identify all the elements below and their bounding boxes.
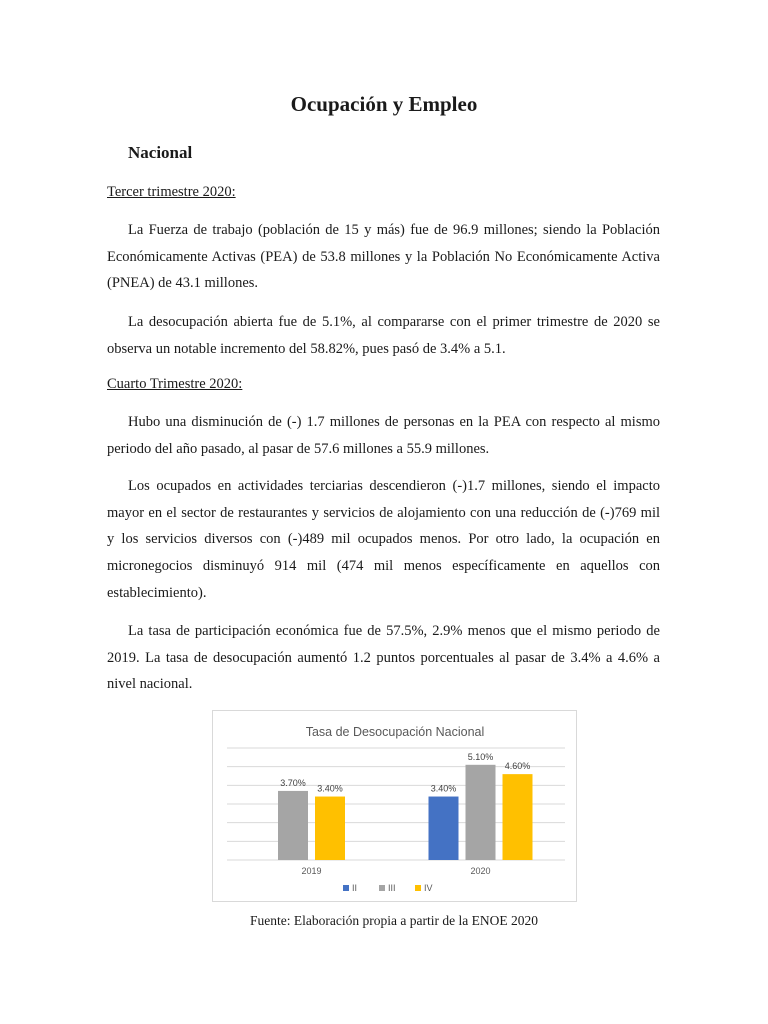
paragraph: La desocupación abierta fue de 5.1%, al compararse con el primer trimestre de 2020 se observa un notable incremento del 58.82%, pues pasó de 3.4% a 5.1. bbox=[107, 314, 660, 357]
legend-swatch bbox=[343, 885, 349, 891]
chart-data-label: 3.40% bbox=[317, 783, 343, 794]
section-label-cuarto-trimestre: Cuarto Trimestre 2020: bbox=[107, 376, 243, 392]
section-label-tercer-trimestre: Tercer trimestre 2020: bbox=[107, 184, 236, 200]
page-title: Ocupación y Empleo bbox=[290, 92, 478, 116]
chart-category-label: 2019 bbox=[301, 866, 322, 876]
chart-category-label: 2020 bbox=[470, 866, 491, 876]
legend-swatch bbox=[415, 885, 421, 891]
chart-bar bbox=[466, 765, 496, 860]
legend-label: III bbox=[388, 883, 396, 893]
chart-data-label: 4.60% bbox=[504, 761, 531, 772]
section-heading: Nacional bbox=[128, 143, 193, 162]
chart-data-label: 5.10% bbox=[467, 751, 494, 762]
chart-bar bbox=[429, 797, 459, 860]
legend-swatch bbox=[379, 885, 385, 891]
chart-bar bbox=[278, 791, 308, 860]
paragraph: La Fuerza de trabajo (población de 15 y más) fue de 96.9 millones; siendo la Población Económicamente Activas (PEA) de 53.8 millones y la Población No Económicamente Activa (PNEA) de 43.1 millones. bbox=[107, 222, 660, 292]
chart-data-label: 3.70% bbox=[280, 777, 306, 788]
paragraph: Hubo una disminución de (-) 1.7 millones de personas en la PEA con respecto al mismo periodo del año pasado, al pasar de 57.6 millones a 55.9 millones. bbox=[107, 414, 660, 457]
paragraph: La tasa de participación económica fue de 57.5%, 2.9% menos que el mismo periodo de 2019. La tasa de desocupación aumentó 1.2 puntos porcentuales al pasar de 3.4% a 4.6% a nivel nacional. bbox=[107, 623, 660, 693]
unemployment-chart bbox=[212, 710, 577, 902]
legend-label: II bbox=[352, 883, 358, 893]
chart-bar bbox=[503, 774, 533, 860]
chart-canvas bbox=[213, 711, 578, 903]
paragraph: Los ocupados en actividades terciarias descendieron (-)1.7 millones, siendo el impacto mayor en el sector de restaurantes y servicios de alojamiento con una reducción de (-)769 mil y los servicios diversos con (-)489 mil ocupados menos. Por otro lado, la ocupación en micronegocios disminuyó 914 mil (474 mil menos específicamente en aquellos con establecimiento). bbox=[107, 478, 660, 601]
chart-bar bbox=[315, 797, 345, 860]
figure-caption: Fuente: Elaboración propia a partir de la ENOE 2020 bbox=[250, 913, 538, 928]
legend-label: IV bbox=[424, 883, 433, 893]
chart-data-label: 3.40% bbox=[430, 783, 457, 794]
chart-title: Tasa de Desocupación Nacional bbox=[305, 725, 485, 739]
